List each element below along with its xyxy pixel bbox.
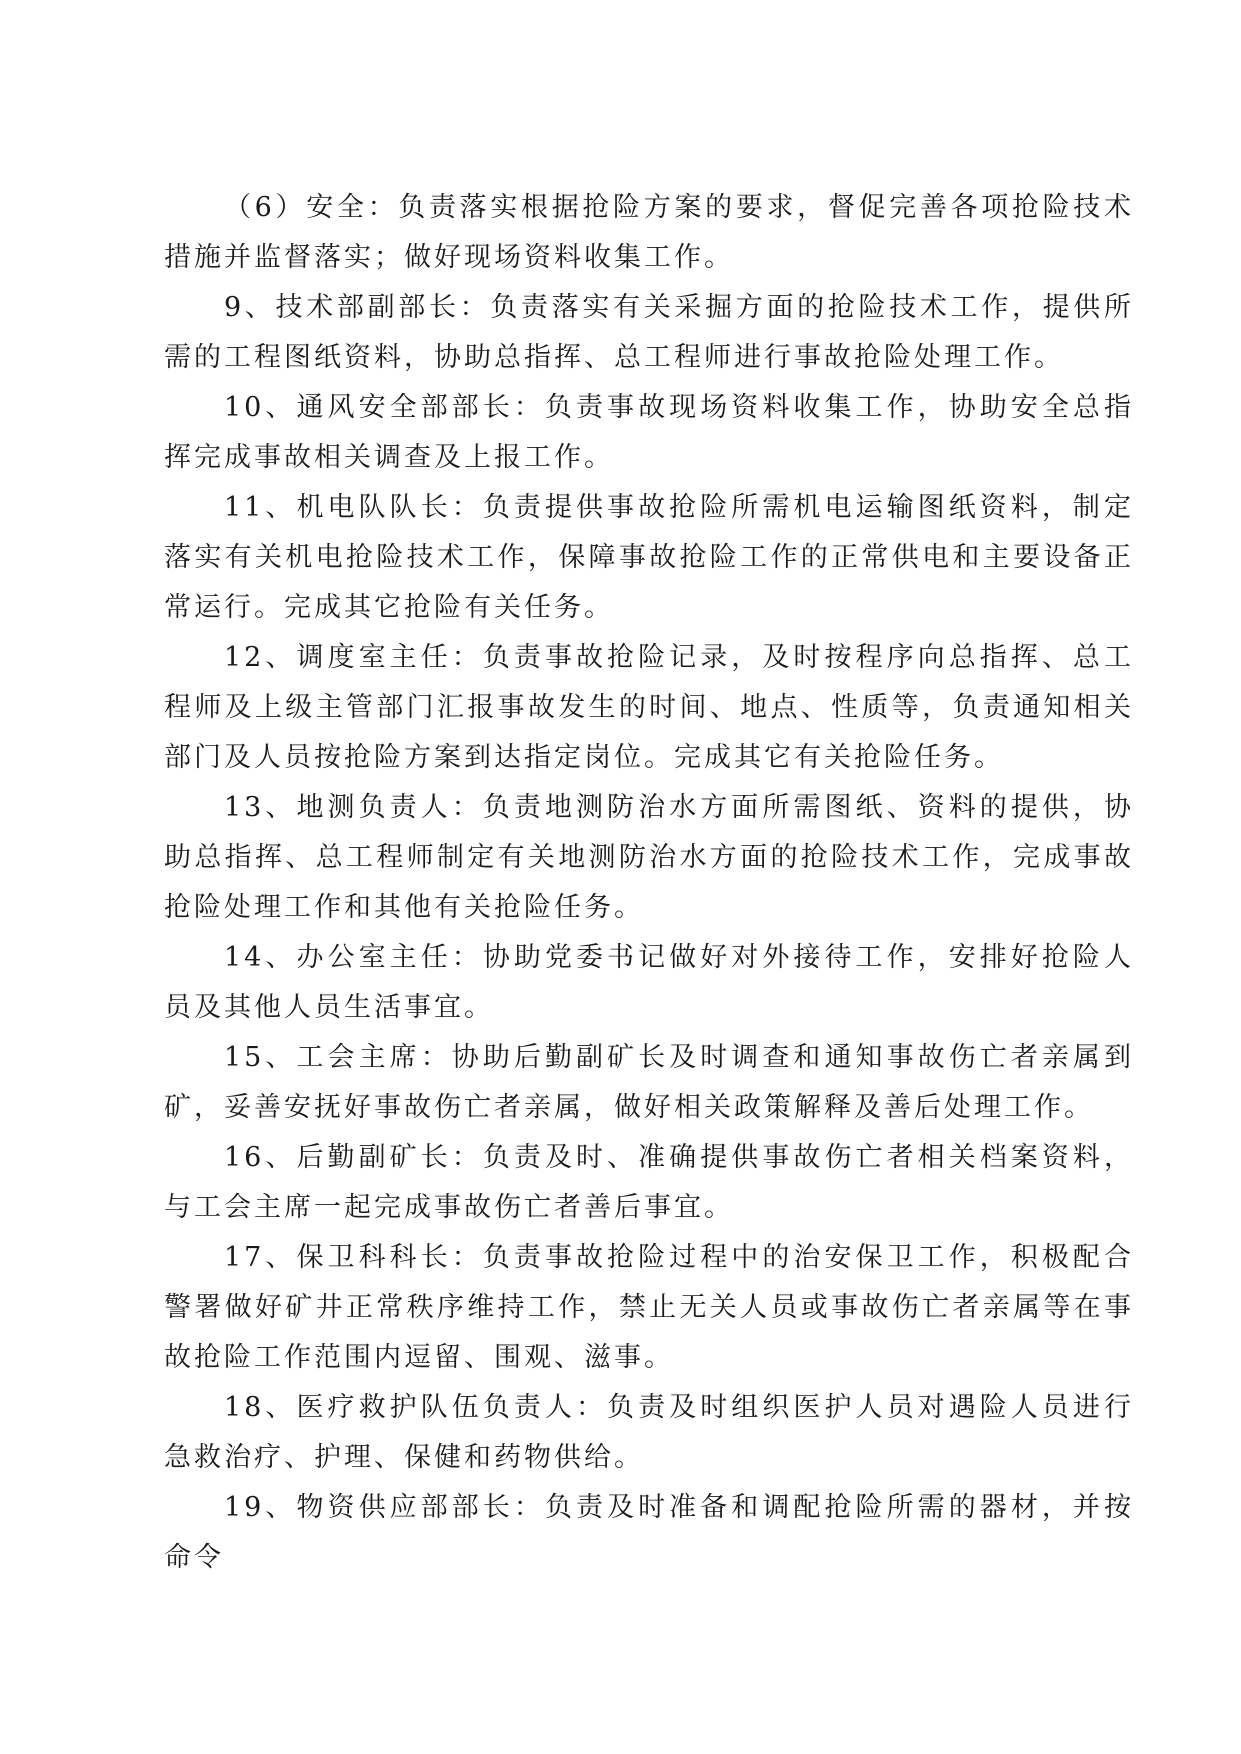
paragraph-electromechanical: 11、机电队队长：负责提供事故抢险所需机电运输图纸资料，制定落实有关机电抢险技术工作，保障事故抢险工作的正常供电和主要设备正常运行。完成其它抢险有关任务。 — [164, 492, 1134, 623]
document-body — [164, 183, 1134, 1583]
paragraph-union: 15、工会主席：协助后勤副矿长及时调查和通知事故伤亡者亲属到矿，妥善安抚好事故伤亡者亲属，做好相关政策解释及善后处理工作。 — [164, 1042, 1134, 1123]
paragraph-medical: 18、医疗救护队伍负责人：负责及时组织医护人员对遇险人员进行急救治疗、护理、保健和药物供给。 — [164, 1392, 1134, 1473]
paragraph-safety: （6）安全：负责落实根据抢险方案的要求，督促完善各项抢险技术措施并监督落实；做好现场资料收集工作。 — [164, 192, 1134, 273]
paragraph-office: 14、办公室主任：协助党委书记做好对外接待工作，安排好抢险人员及其他人员生活事宜。 — [164, 942, 1134, 1023]
paragraph-dispatch: 12、调度室主任：负责事故抢险记录，及时按程序向总指挥、总工程师及上级主管部门汇报事故发生的时间、地点、性质等，负责通知相关部门及人员按抢险方案到达指定岗位。完成其它有关抢险任务。 — [164, 642, 1134, 773]
paragraph-technical-deputy: 9、技术部副部长：负责落实有关采掘方面的抢险技术工作，提供所需的工程图纸资料，协助总指挥、总工程师进行事故抢险处理工作。 — [164, 292, 1134, 373]
paragraph-security: 17、保卫科科长：负责事故抢险过程中的治安保卫工作，积极配合警署做好矿井正常秩序维持工作，禁止无关人员或事故伤亡者亲属等在事故抢险工作范围内逗留、围观、滋事。 — [164, 1242, 1134, 1373]
paragraph-geological-survey: 13、地测负责人：负责地测防治水方面所需图纸、资料的提供，协助总指挥、总工程师制定有关地测防治水方面的抢险技术工作，完成事故抢险处理工作和其他有关抢险任务。 — [164, 792, 1134, 923]
paragraph-supplies: 19、物资供应部部长：负责及时准备和调配抢险所需的器材，并按命令 — [164, 1492, 1134, 1573]
paragraph-ventilation-safety: 10、通风安全部部长：负责事故现场资料收集工作，协助安全总指挥完成事故相关调查及上报工作。 — [164, 392, 1134, 473]
paragraph-logistics: 16、后勤副矿长：负责及时、准确提供事故伤亡者相关档案资料，与工会主席一起完成事故伤亡者善后事宜。 — [164, 1142, 1134, 1223]
